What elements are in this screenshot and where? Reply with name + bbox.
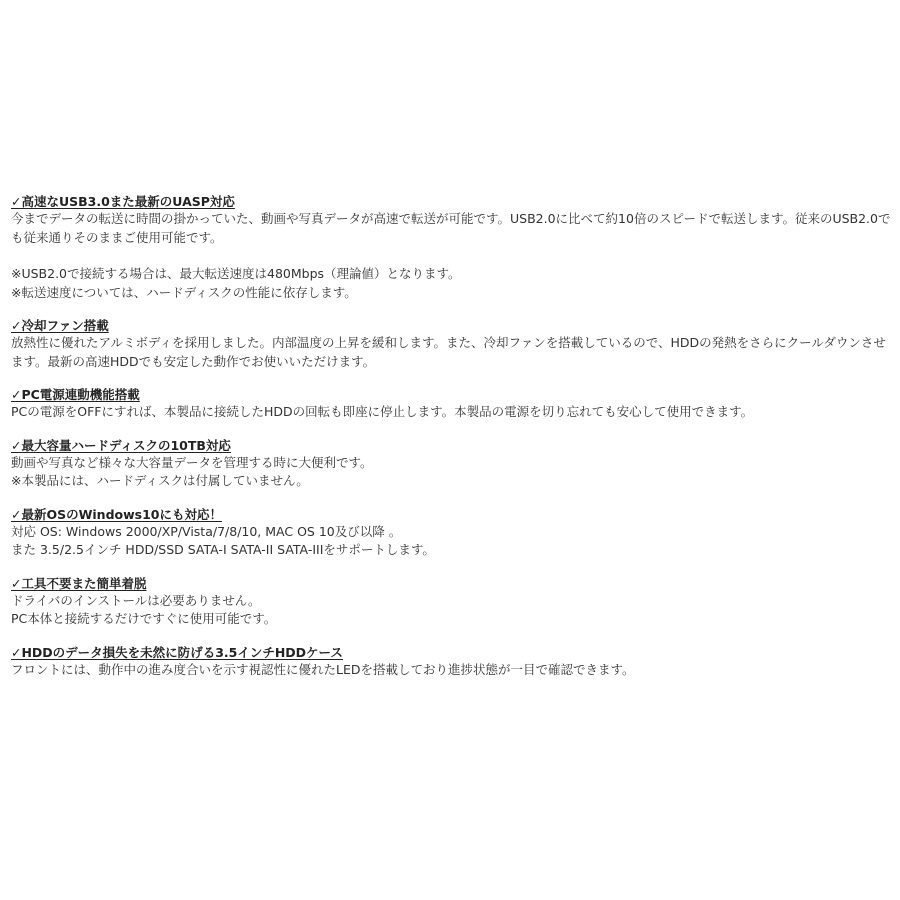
description-line: 放熱性に優れたアルミボディを採用しました。内部温度の上昇を緩和します。また、冷却ファンを搭載しているので、HDDの発熱をさらにクールダウンさせます。最新の高速HDDでも安定した動作でお使いいただけます。 — [11, 335, 886, 369]
note-line: ※USB2.0で接続する場合は、最大転送速度は480Mbps（理論値）となります。 — [11, 266, 461, 281]
description-line: 今までデータの転送に時間の掛かっていた、動画や写真データが高速で転送が可能です。USB2.0に比べて約10倍のスピードで転送します。従来のUSB2.0でも従来通りそのままご使用可能です。 — [11, 211, 891, 245]
description-line: ドライバのインストールは必要ありません。 — [11, 592, 261, 608]
feature-section-led — [11, 645, 893, 680]
feature-description — [11, 523, 893, 560]
description-line: ※本製品には、ハードディスクは付属していません。 — [11, 473, 309, 488]
feature-section-tool-free — [11, 576, 893, 629]
product-description — [11, 194, 893, 695]
feature-heading: ✓PC電源連動機能搭載 — [11, 387, 140, 402]
description-line: PCの電源をOFFにすれば、本製品に接続したHDDの回転も即座に停止します。本製品の電源を切り忘れても安心して使用できます。 — [11, 404, 754, 419]
feature-section-cooling-fan — [11, 318, 893, 371]
feature-heading: ✓工具不要また簡単着脱 — [11, 575, 147, 591]
feature-heading: ✓高速なUSB3.0また最新のUASP対応 — [11, 194, 235, 209]
feature-heading: ✓最新OSのWindows10にも対応！ — [11, 506, 222, 522]
description-line: PC本体と接続するだけですぐに使用可能です。 — [11, 611, 277, 626]
feature-heading: ✓HDDのデータ損失を未然に防げる3.5インチHDDケース — [11, 644, 343, 660]
feature-description — [11, 454, 893, 491]
feature-section-usb3 — [11, 194, 893, 302]
feature-description — [11, 661, 893, 680]
feature-heading: ✓冷却ファン搭載 — [11, 318, 109, 333]
feature-section-os-support — [11, 507, 893, 560]
feature-description — [11, 334, 893, 371]
description-line: フロントには、動作中の進み度合いを示す視認性に優れたLEDを搭載しており進捗状態が一目で確認できます。 — [11, 661, 635, 677]
feature-description — [11, 210, 893, 302]
description-line: 動画や写真など様々な大容量データを管理する時に大便利です。 — [11, 454, 373, 470]
description-line: 対応 OS: Windows 2000/XP/Vista/7/8/10, MAC OS 10及び以降 。 — [11, 523, 402, 539]
note-line: ※転送速度については、ハードディスクの性能に依存します。 — [11, 284, 357, 300]
feature-description — [11, 403, 893, 422]
description-line: また 3.5/2.5インチ HDD/SSD SATA-I SATA-II SATA-IIIをサポートします。 — [11, 542, 435, 557]
feature-description — [11, 592, 893, 629]
feature-section-capacity — [11, 438, 893, 491]
feature-heading: ✓最大容量ハードディスクの10TB対応 — [11, 437, 231, 453]
feature-section-power-link — [11, 387, 893, 422]
